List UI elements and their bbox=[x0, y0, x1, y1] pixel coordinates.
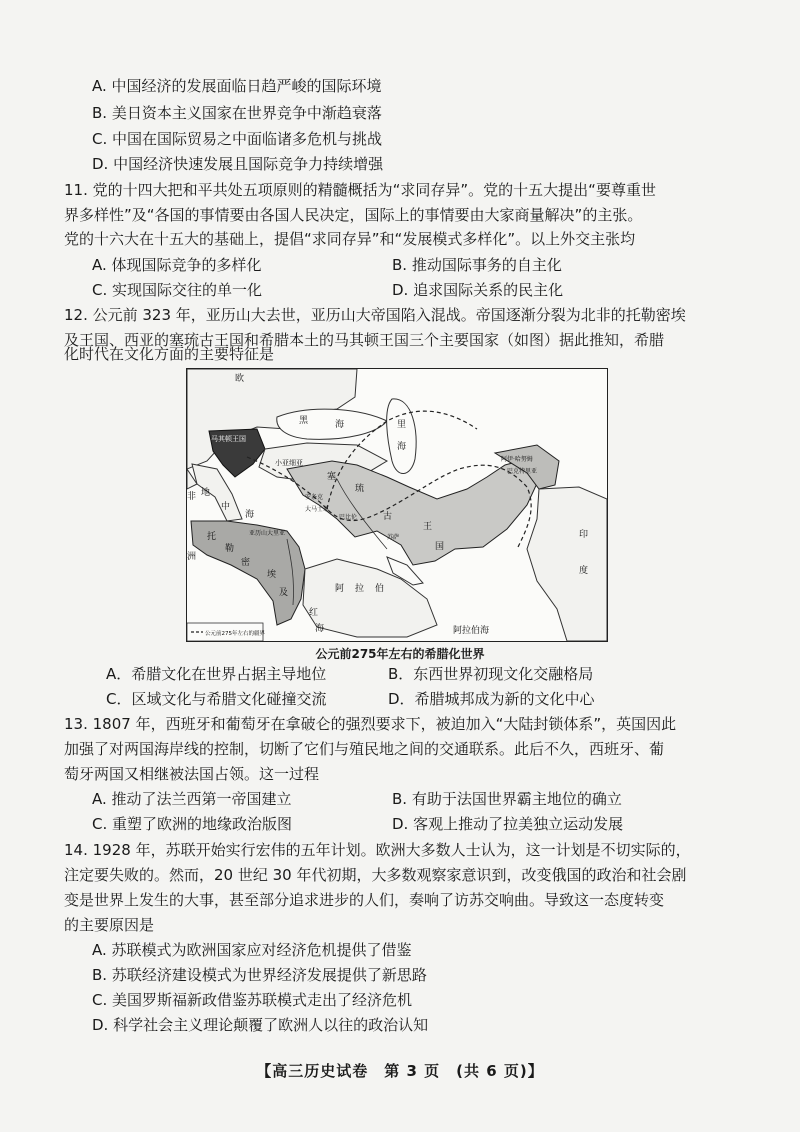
q12-option-c: C．区域文化与希腊文化碰撞交流 bbox=[106, 690, 327, 708]
q11-stem-line: 界多样性”及“各国的事情要由各国人民决定，国际上的事情要由大家商量解决”的主张。 bbox=[64, 206, 643, 224]
map-label-susa: 苏萨 bbox=[387, 534, 400, 541]
q13-stem-line: 萄牙两国又相继被法国占领。这一过程 bbox=[64, 765, 320, 783]
q11-option-b: B. 推动国际事务的自主化 bbox=[392, 256, 562, 274]
map-label-antioch: 安条克 bbox=[305, 494, 324, 501]
map-label-india: 印 bbox=[579, 530, 589, 540]
map-label-babylon: 巴比伦 bbox=[339, 514, 358, 521]
q11-stem-line: 11. 党的十四大把和平共处五项原则的精髓概括为“求同存异”。党的十五大提出“要尊重世 bbox=[64, 181, 656, 199]
q14-stem-line: 变是世界上发生的大事，甚至部分追求进步的人们，奏响了访苏交响曲。导致这一态度转变 bbox=[64, 891, 665, 909]
map-label-ptolemaic3: 密 bbox=[241, 558, 251, 568]
map-label-mediterranean: 地 bbox=[201, 488, 211, 498]
q14-option-c: C. 美国罗斯福新政借鉴苏联模式走出了经济危机 bbox=[92, 991, 413, 1009]
map-label-bactria: 巴克特里亚 bbox=[507, 468, 538, 475]
map-label-ptolemaic: 托 bbox=[207, 532, 217, 542]
map-label-ptolemaic2: 勒 bbox=[225, 544, 235, 554]
q11-option-d: D. 追求国际关系的民主化 bbox=[392, 281, 564, 299]
q10-option-b: B. 美日资本主义国家在世界竞争中渐趋衰落 bbox=[92, 104, 382, 122]
q14-stem-line: 的主要原因是 bbox=[64, 916, 155, 934]
q13-option-c: C. 重塑了欧洲的地缘政治版图 bbox=[92, 815, 293, 833]
map-label-red-sea2: 海 bbox=[315, 624, 325, 634]
map-label-arabia3: 伯 bbox=[375, 584, 385, 594]
map-legend-text: 公元前275年左右的疆界 bbox=[205, 631, 265, 637]
hellenistic-world-map bbox=[186, 368, 608, 642]
q12-option-b: B．东西世界初现文化交融格局 bbox=[388, 665, 594, 683]
map-label-egypt2: 及 bbox=[279, 588, 289, 598]
map-label-africa2: 洲 bbox=[187, 552, 197, 562]
q10-option-a: A. 中国经济的发展面临日趋严峻的国际环境 bbox=[92, 77, 382, 95]
q13-option-d: D. 客观上推动了拉美独立运动发展 bbox=[392, 815, 624, 833]
map-legend bbox=[187, 623, 265, 641]
map-label-egypt: 埃 bbox=[267, 570, 277, 580]
q10-option-c: C. 中国在国际贸易之中面临诸多危机与挑战 bbox=[92, 130, 383, 148]
map-label-seleucid: 塞 bbox=[327, 472, 337, 482]
map-label-alexandria: 亚历山大里亚 bbox=[249, 530, 286, 537]
map-label-mediterranean2: 中 bbox=[221, 502, 231, 512]
q11-stem-line: 党的十六大在十五大的基础上，提倡“求同存异”和“发展模式多样化”。以上外交主张均 bbox=[64, 230, 636, 248]
q11-option-c: C. 实现国际交往的单一化 bbox=[92, 281, 263, 299]
map-label-black-sea: 黑 bbox=[299, 416, 309, 426]
q12-option-a: A．希腊文化在世界占据主导地位 bbox=[106, 665, 327, 683]
map-label-caspian2: 海 bbox=[397, 442, 407, 452]
map-label-arabian-sea: 阿拉伯海 bbox=[453, 626, 490, 636]
q13-option-b: B. 有助于法国世界霸主地位的确立 bbox=[392, 790, 622, 808]
map-caption: 公元前275年左右的希腊化世界 bbox=[315, 647, 485, 661]
map-label-arabia2: 拉 bbox=[355, 584, 365, 594]
q10-option-d: D. 中国经济快速发展且国际竞争力持续增强 bbox=[92, 155, 384, 173]
map-label-seleucid2: 琉 bbox=[355, 484, 365, 494]
map-label-india2: 度 bbox=[579, 566, 589, 576]
map-label-asia-minor: 小亚细亚 bbox=[275, 459, 303, 467]
map-label-seleucid4: 王 bbox=[423, 522, 433, 532]
q13-stem-line: 加强了对两国海岸线的控制，切断了它们与殖民地之间的交通联系。此后不久，西班牙、葡 bbox=[64, 740, 665, 758]
q14-stem-line: 14. 1928 年，苏联开始实行宏伟的五年计划。欧洲大多数人士认为，这一计划是不切实际的， bbox=[64, 841, 691, 859]
map-label-mediterranean3: 海 bbox=[245, 510, 255, 520]
map-label-black-sea2: 海 bbox=[335, 420, 345, 430]
map-label-red-sea: 红 bbox=[309, 608, 319, 618]
q14-option-d: D. 科学社会主义理论颠覆了欧洲人以往的政治认知 bbox=[92, 1016, 429, 1034]
q13-stem-line: 13. 1807 年，西班牙和葡萄牙在拿破仑的强烈要求下，被迫加入“大陆封锁体系”，英国因此 bbox=[64, 715, 677, 733]
q12-option-d: D．希腊城邦成为新的文化中心 bbox=[388, 690, 595, 708]
map-svg bbox=[187, 369, 607, 641]
q14-option-b: B. 苏联经济建设模式为世界经济发展提供了新思路 bbox=[92, 966, 427, 984]
map-label-ai-khanoum: 阿伊·哈努姆 bbox=[501, 456, 533, 463]
q14-option-a: A. 苏联模式为欧洲国家应对经济危机提供了借鉴 bbox=[92, 941, 412, 959]
q13-option-a: A. 推动了法兰西第一帝国建立 bbox=[92, 790, 292, 808]
map-label-caspian: 里 bbox=[397, 420, 407, 430]
map-label-arabia: 阿 bbox=[335, 584, 345, 594]
map-label-damascus: 大马士革 bbox=[305, 506, 330, 513]
page-footer: 【高三历史试卷 第 3 页 (共 6 页)】 bbox=[256, 1062, 544, 1080]
q12-stem-line: 化时代在文化方面的主要特征是 bbox=[64, 345, 275, 363]
map-label-europe: 欧 bbox=[235, 374, 245, 384]
q12-stem-line: 12. 公元前 323 年，亚历山大去世，亚历山大帝国陷入混战。帝国逐渐分裂为北非的托勒密埃 bbox=[64, 306, 686, 324]
q14-stem-line: 注定要失败的。然而，20 世纪 30 年代初期，大多数观察家意识到，改变俄国的政治和社会剧 bbox=[64, 866, 687, 884]
q12-stem-line: 及王国、西亚的塞琉古王国和希腊本土的马其顿王国三个主要国家（如图）据此推知，希腊 bbox=[64, 331, 665, 349]
map-label-seleucid3: 古 bbox=[383, 512, 393, 522]
map-label-africa: 非 bbox=[187, 492, 197, 502]
map-label-seleucid5: 国 bbox=[435, 542, 445, 552]
map-label-macedon: 马其顿王国 bbox=[211, 435, 246, 443]
q11-option-a: A. 体现国际竞争的多样化 bbox=[92, 256, 262, 274]
